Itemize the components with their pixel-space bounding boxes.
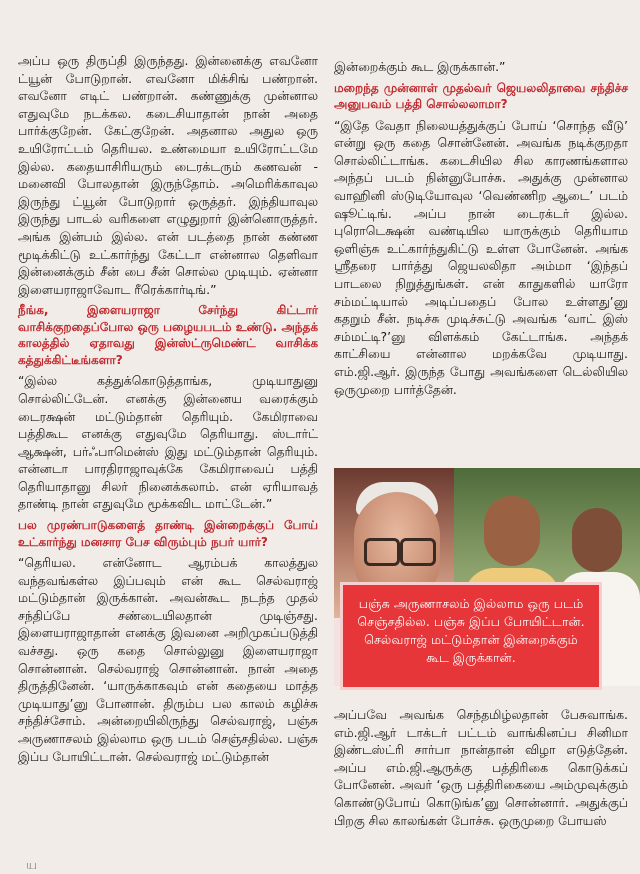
page-mark: ய (26, 858, 38, 873)
question-meeting: பல முரண்பாடுகளைத் தாண்டி இன்றைக்குப் போய் உட்கார்ந்து மனசார பேச விரும்பும் நபர் யார்? (18, 518, 318, 549)
right-paragraph-2: அப்பவே அவங்க செந்தமிழ்லதான் பேசுவாங்க. எம்.ஜி.ஆர் டாக்டர் பட்டம் வாங்கினப்ப சினிமா இண்டஸ்ட்ரி சார்பா நான்தான் விழா எடுத்தேன். அப்ப எம்.ஜி.ஆருக்கு பத்திரிகை கொடுக்கப் போனேன். அவர் ‘ஒரு பத்திரிகையை அம்முவுக்கும் கொண்டுபோய் கொடுங்க’னு சொன்னார். அதுக்குப் பிறகு சில காலங்கள் போச்சு. ஒருமுறை போயஸ் (334, 707, 628, 828)
right-paragraph-top: இன்றைக்கும் கூட இருக்கான்.” (334, 59, 506, 74)
right-column (334, 58, 628, 398)
right-paragraph-1: “இதே வேதா நிலையத்துக்குப் போய் ‘சொந்த வீடு’ என்று ஒரு கதை சொன்னேன். அவங்க நடிக்குறதா சொல்லிட்டாங்க. கடைசியில சில காரணங்களால அந்தப் படம் நின்னுபோச்சு. அதுக்கு முன்னால வாஹினி ஸ்டுடியோவுல ‘வெண்ணிற ஆடை’ படம் ஷூட்டிங். அப்ப நான் டைரக்டர் இல்ல. புரொடெக்ஷன் வண்டியில யாருக்கும் தெரியாம ஒளிஞ்சு உட்கார்ந்துகிட்டு உள்ள போனேன். அங்க ஸ்ரீதரை பார்த்து ஜெயலலிதா அம்மா ‘இந்தப் பாடலை நிறுத்துங்கள். என் காதுகளில் யாரோ சம்மட்டியால் அடிப்பதைப் போல உள்ளது’னு கதறும் சீன். நடிச்சு முடிச்சுட்டு அவங்க ‘வாட் இஸ் சம்மட்டி?’னு விளக்கம் கேட்டாங்க. அந்தக் காட்சியை என்னால மறக்கவே முடியாது. எம்.ஜி.ஆர். இருந்த போது அவங்களை டெல்லியில ஒருமுறை பார்த்தேன். (334, 117, 628, 397)
left-paragraph-1: அப்ப ஒரு திருப்தி இருந்தது. இன்னைக்கு எவனோ ட்யூன் போடுறான். எவனோ மிக்சிங் பண்றான். எவனோ எடிட் பண்றான். கண்ணுக்கு முன்னால எதுவுமே நடக்கல. கடைசியாதான் நான் அதை பார்க்குறேன். கேட்குறேன். அதனால அதுல ஒரு உயிரோட்டம் தெரியல. உண்மையா உயிரோட்டமே இல்ல. கதையாசிரியரும் டைரக்டரும் கணவன் - மனைவி போலதான் இருந்தோம். அமெரிக்காவுல இருந்து ட்யூன் போடுறார் ஒருத்தர். இந்தியாவுல இருந்து பாடல் வரிகளை எழுதுறார் இன்னொருத்தர். அங்க இன்பம் இல்ல. என் படத்தை நான் கண்ண மூடிக்கிட்டு உட்கார்ந்து கேட்டா என்னால தெளிவா இன்னைக்கும் சீன் பை சீன் சொல்ல முடியும். ஏன்னா இளையராஜாவோட ரீரெக்கார்டிங்.” (18, 53, 318, 297)
question-jayalalithaa: மறைந்த முன்னாள் முதல்வர் ஜெயலலிதாவை சந்திச்ச அனுபவம் பத்தி சொல்லலாமா? (334, 80, 628, 112)
left-column (18, 52, 318, 765)
left-paragraph-3: “தெரியல. என்னோட ஆரம்பக் காலத்துல வந்தவங்கள்ல இப்பவும் என் கூட செல்வராஜ் மட்டும்தான் இருக்கான். அவன்கூட நடந்த முதல் சந்திப்பே சண்டையிலதான் முடிஞ்சது. இளையராஜாதான் எனக்கு இவனை அறிமுகப்படுத்தி வச்சது. ஒரு கதை சொல்லுனு இளையராஜா சொன்னான். செல்வராஜ் சொன்னான். நான் அதை திருத்தினேன். ‘யாருக்காகவும் என் கதையை மாத்த முடியாது’னு போனான். திரும்ப பல காலம் கழிச்சு சந்திச்சோம். அன்றையிலிருந்து செல்வராஜ், பஞ்சு அருணாசலம் இல்லாம ஒரு படம் செஞ்சதில்ல. பஞ்சு இப்ப போயிட்டான். செல்வராஜ் மட்டும்தான் (18, 555, 318, 764)
question-guitar: நீங்க, இளையராஜா சேர்ந்து கிட்டார் வாசிக்குறதைப்போல ஒரு பழையபடம் உண்டு. அந்தக் காலத்தில் ஏதாவது இன்ஸ்ட்ருமெண்ட் வாசிக்க கத்துக்கிட்டீங்களா? (18, 303, 318, 367)
pull-quote-caption: பஞ்சு அருணாசலம் இல்லாம ஒரு படம் செஞ்சதில்ல. பஞ்சு இப்ப போயிட்டான். செல்வராஜ் மட்டும்தான் இன்றைக்கும் கூட இருக்கான். (340, 582, 602, 690)
left-paragraph-2: “இல்ல கத்துக்கொடுத்தாங்க, முடியாதுனு சொல்லிட்டேன். எனக்கு இன்னைய வரைக்கும் டைரக்ஷன் மட்டும்தான் தெரியும். கேமிராவை பத்திகூட எனக்கு எதுவுமே தெரியாது. ஸ்டார்ட் ஆக்ஷன், பர்ஃபாமென்ஸ் இது மட்டும்தான் தெரியும். என்னடா பாரதிராஜாவுக்கே கேமிராவைப் பத்தி தெரியாதானு சிலர் நினைக்கலாம். என் ஏரியாவத் தாண்டி நான் எதுவுமே மூக்கவிட மாட்டேன்.” (18, 373, 318, 512)
